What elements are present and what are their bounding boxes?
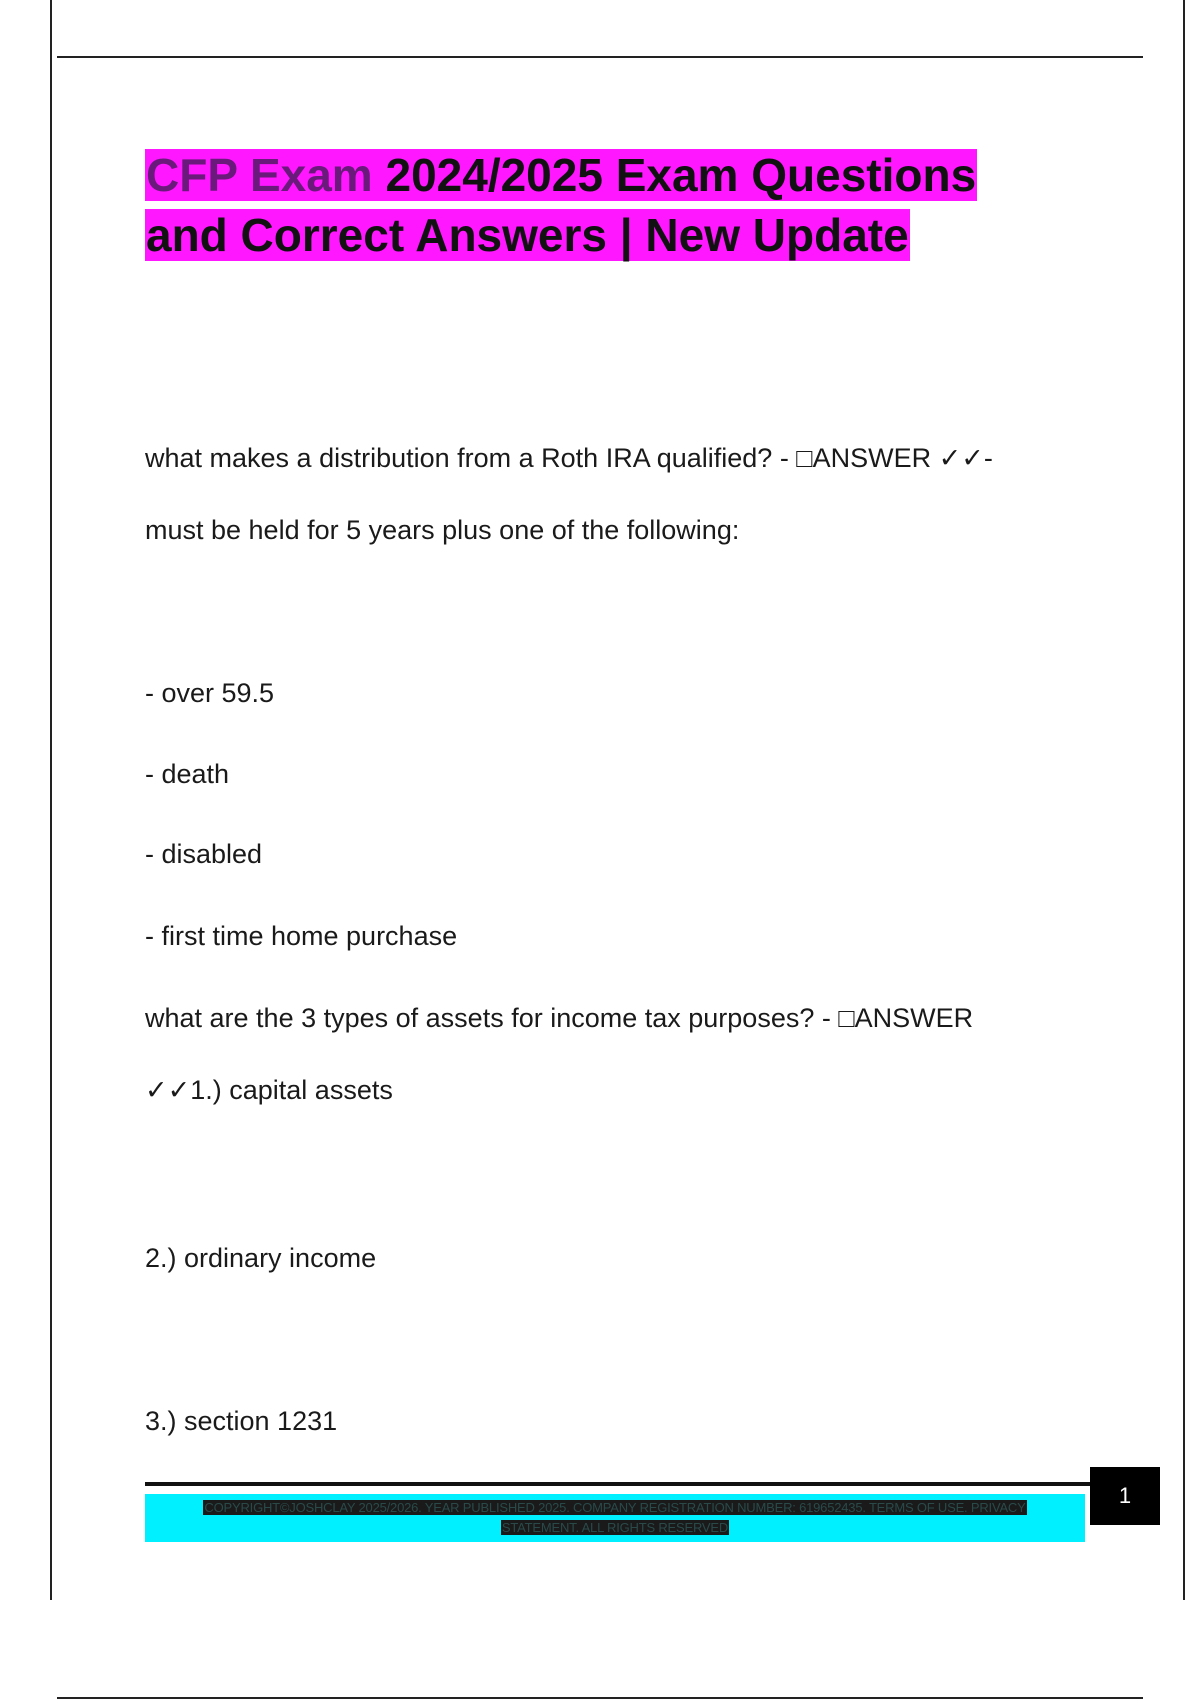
footer-rule [145,1482,1090,1486]
page-number: 1 [1090,1467,1160,1525]
list-item: - over 59.5 [145,678,275,708]
document-title [145,145,977,265]
next-page-rule [57,1697,1143,1699]
page-border-right [1183,0,1185,1600]
question-1-text: what makes a distribution from a Roth IRA qualified? - □ANSWER ✓✓- [145,443,993,473]
copyright-line-2: STATEMENT. ALL RIGHTS RESERVED [501,1520,729,1535]
header-rule [57,56,1143,58]
list-item: - disabled [145,839,263,869]
question-2-text: what are the 3 types of assets for income tax purposes? - □ANSWER [145,1003,974,1033]
page-border-left [50,0,52,1600]
answer-2-text: ✓✓1.) capital assets [145,1075,393,1105]
answer-1-text: must be held for 5 years plus one of the following: [145,515,740,545]
title-line-1 [145,145,977,205]
title-line-2 [145,205,977,265]
title-line-2-text: and Correct Answers | New Update [146,209,909,261]
copyright-banner [145,1494,1085,1542]
title-prefix: CFP Exam [146,149,386,201]
list-item: - first time home purchase [145,921,458,951]
answer-2-item: 3.) section 1231 [145,1406,338,1436]
list-item: - death [145,759,230,789]
title-rest: 2024/2025 Exam Questions [385,149,977,201]
answer-2-item: 2.) ordinary income [145,1243,377,1273]
copyright-line-1: COPYRIGHT©JOSHCLAY 2025/2026. YEAR PUBLISHED 2025. COMPANY REGISTRATION NUMBER: 619652435. TERMS OF USE. PRIVACY [204,1500,1026,1515]
